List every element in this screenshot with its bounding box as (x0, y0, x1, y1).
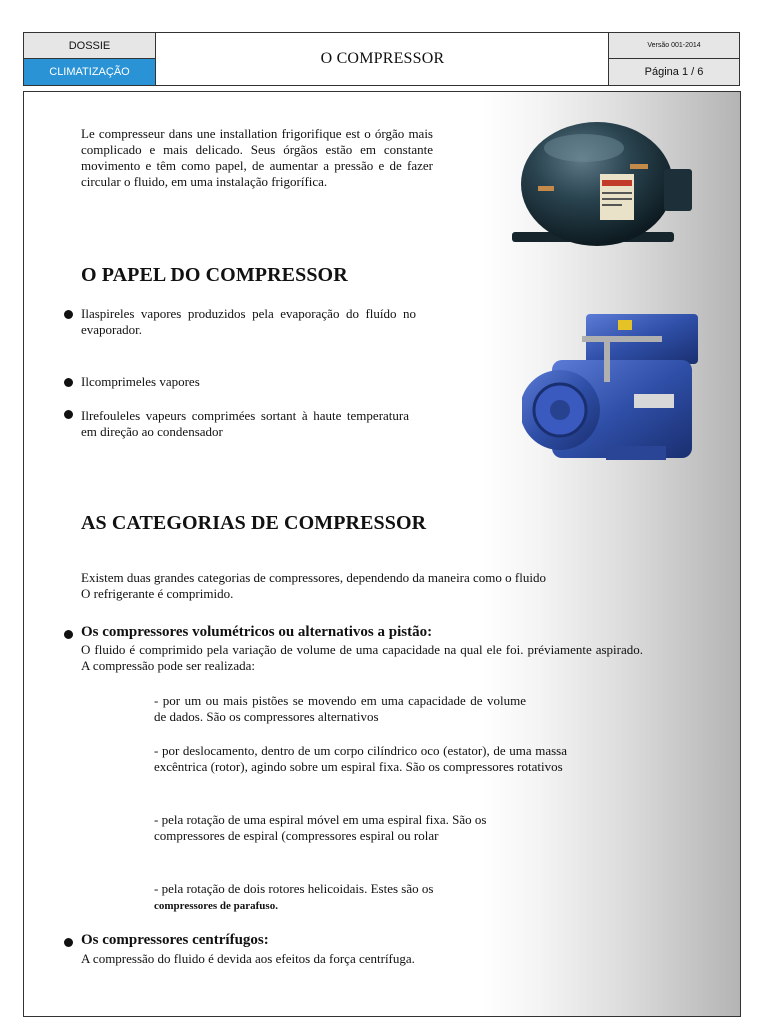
intro-paragraph: Le compresseur dans une installation frigorifique est o órgão mais complicado e mais delicado. Seus órgãos estão em constante movimento e têm como papel, de aumentar a pressão e de fazer circular o fluido, em uma instalação frigorífica. (81, 126, 433, 189)
bullet-icon (64, 410, 73, 419)
volumetric-title: Os compressores volumétricos ou alternativos a pistão: (81, 624, 433, 640)
dossie-label: DOSSIE (24, 33, 155, 59)
semi-hermetic-compressor-image (522, 306, 704, 482)
method-item-4-bold: compressores de parafuso. (154, 900, 278, 912)
hermetic-compressor-image (512, 114, 702, 264)
method-item-4 (154, 881, 547, 914)
version-label: Versão 001-2014 (609, 33, 739, 59)
document-header (23, 32, 740, 86)
page-number: Página 1 / 6 (609, 59, 739, 85)
categories-intro-line2: O refrigerante é comprimido. (81, 586, 234, 601)
section-title-role: O PAPEL DO COMPRESSOR (81, 264, 348, 286)
role-bullet-3: Ilrefouleles vapeurs comprimées sortant à haute temperatura em direção ao condensador (81, 408, 409, 439)
header-left-cells (24, 33, 156, 85)
section-title-categories: AS CATEGORIAS DE COMPRESSOR (81, 512, 427, 534)
header-right-cells (608, 33, 739, 85)
method-item-3: - pela rotação de uma espiral móvel em uma espiral fixa. São os compressores de espiral (compressores espiral ou rolar (154, 812, 487, 843)
volumetric-text: O fluido é comprimido pela variação de volume de uma capacidade na qual ele foi. préviamente aspirado. A compressão pode ser realizada: (81, 642, 643, 673)
method-item-4-text: - pela rotação de dois rotores helicoidais. Estes são os (154, 881, 434, 896)
categories-intro-line1: Existem duas grandes categorias de compressores, dependendo da maneira como o fluido (81, 570, 546, 585)
centrifugal-text: A compressão do fluido é devida aos efeitos da força centrífuga. (81, 951, 415, 966)
centrifugal-title: Os compressores centrífugos: (81, 932, 269, 948)
document-title: O COMPRESSOR (320, 50, 445, 67)
bullet-icon (64, 378, 73, 387)
role-bullet-1: Ilaspireles vapores produzidos pela evaporação do fluído no evaporador. (81, 306, 416, 337)
page-body (23, 91, 741, 1017)
bullet-icon (64, 938, 73, 947)
bullet-icon (64, 310, 73, 319)
role-bullet-2: Ilcomprimeles vapores (81, 374, 200, 389)
method-item-2: - por deslocamento, dentro de um corpo cilíndrico oco (estator), de uma massa excêntrica (rotor), agindo sobre um espiral fixa. São os compressores rotativos (154, 743, 567, 774)
method-item-1: - por um ou mais pistões se movendo em uma capacidade de volume de dados. São os compressores alternativos (154, 693, 526, 724)
category-label: CLIMATIZAÇÃO (24, 59, 155, 85)
bullet-icon (64, 630, 73, 639)
